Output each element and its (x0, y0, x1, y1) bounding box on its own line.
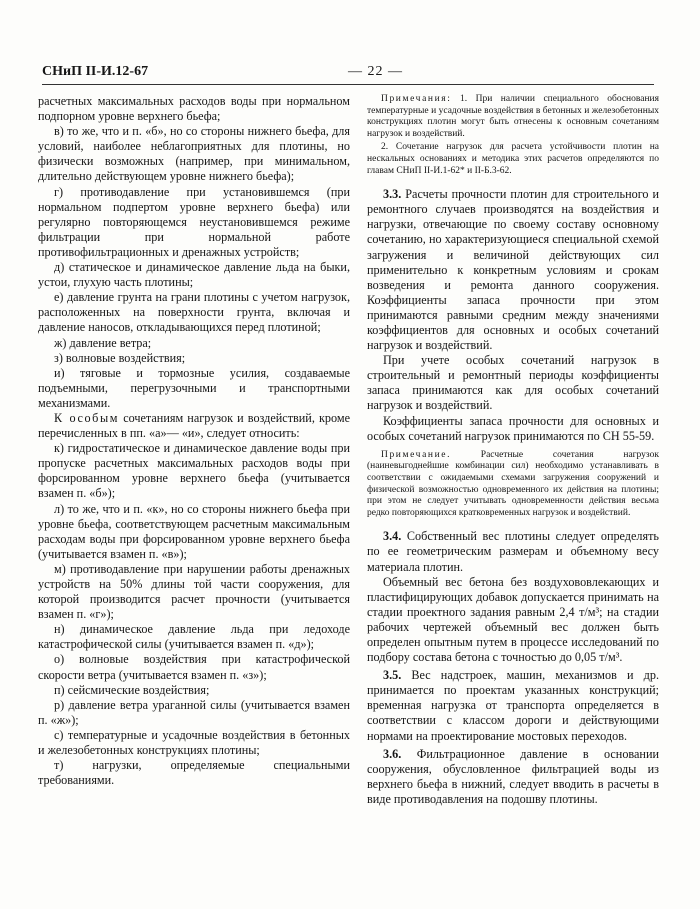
list-item-t: т) нагрузки, определяемые специальными требованиями. (38, 758, 350, 788)
list-item-i: и) тяговые и тормозные усилия, создаваемые подъемными, перегрузочными и транспортными механизмами. (38, 365, 350, 410)
note (367, 450, 659, 520)
list-item-e: е) давление грунта на грани плотины с учетом нагрузок, расположенных на поверхности грунта, включая и давление наносов, откладывающихся перед плотиной; (38, 290, 350, 335)
left-column (38, 94, 350, 788)
list-item-g: г) противодавление при установившемся (при нормальном подпертом уровне верхнего бьефа) или регулярно повторяющемся неустановившемся режиме фильтрации при нормальной работе противофильтрационных и дренажных устройств; (38, 184, 350, 259)
list-item-p: п) сейсмические воздействия; (54, 682, 210, 697)
note-text: Расчетные сочетания нагрузок (наиневыгоднейшие комбинации сил) необходимо устанавливать в соответствии с ожидаемыми схемами загружения сооружений и физической возможностью одновременного их действия на плотины; при этом не следует учитывать одновременности действия весьма редко повторяющихся кратковременных нагрузок и воздействий. (367, 449, 659, 518)
note-block (367, 450, 659, 520)
list-item-r: р) давление ветра ураганной силы (учитывается взамен п. «ж»); (38, 697, 350, 727)
paragraph: При учете особых сочетаний нагрузок в строительный и ремонтный периоды коэффициенты запаса принимаются как для особых сочетаний нагрузок и воздействий. (367, 353, 659, 413)
special-combinations-intro (38, 411, 350, 441)
notes-block (367, 94, 659, 177)
section-text: Вес надстроек, машин, механизмов и др. принимается по проектам указанных конструкций; временная нагрузка от транспорта определяется в соответствии с классом дороги и действующими нормами на проектирование мостовых переходов. (367, 668, 659, 743)
document-code: СНиП II-И.12-67 (42, 64, 149, 79)
note-1 (367, 94, 659, 140)
page-header (42, 62, 650, 84)
list-item-n: н) динамическое давление льда при ледоходе катастрофической силы (учитывается взамен п. «д»); (38, 622, 350, 652)
note-label: Примечание. (381, 449, 452, 460)
header-rule (42, 84, 654, 85)
section-text: Расчеты прочности плотин для строительного и ремонтного случаев производятся на воздействия и нагрузки, отвечающие по своему составу основному сочетанию, но характеризующиеся специальной схемой загружения и величиной действующих сил применительно к конкретным условиям и срокам возведения и ремонта данного сооружения. Коэффициенты запаса прочности при этом принимаются равными средним между значениями коэффициентов для основных и особых сочетаний нагрузок и воздействий. (367, 187, 659, 353)
list-item-v: в) то же, что и п. «б», но со стороны нижнего бьефа, для условий, наиболее неблагоприятных для плотины, но физически возможных (например, при минимальном, длительно действующем уровне нижнего бьефа); (38, 124, 350, 184)
list-item-s: с) температурные и усадочные воздействия в бетонных и железобетонных конструкциях плотины; (38, 727, 350, 758)
list-item-l: л) то же, что и п. «к», но со стороны нижнего бьефа при уровне бьефа, соответствующем расчетным максимальным расходам воды при форсированном уровне верхнего бьефа (учитывается взамен п. «в»); (38, 501, 350, 561)
section-3-5 (367, 668, 659, 743)
section-number: 3.6. (383, 746, 402, 761)
paragraph: Коэффициенты запаса прочности для основных и особых сочетаний нагрузок принимаются по СН 55-59. (367, 413, 659, 443)
paragraph: Объемный вес бетона без воздухововлекающих и пластифицирующих добавок допускается принимать на стадии проектного задания равным 2,4 т/м³; на стадии рабочих чертежей объемный вес должен быть определен опытным путем в процессе исследований по подбору состава бетона с точностью до 0,05 т/м³. (367, 574, 659, 665)
section-text: Собственный вес плотины следует определять по ее геометрическим размерам и объемному весу материала плотин. (367, 529, 659, 574)
section-number: 3.4. (383, 529, 402, 544)
note-1-text: 1. При наличии специального обоснования температурные и усадочные воздействия в бетонных и железобетонных конструкциях плотин могут быть отнесены к основным сочетаниям нагрузок и воздействий. (367, 94, 659, 139)
list-item-k: к) гидростатическое и динамическое давление воды при пропуске расчетных максимальных расходов воды при форсированном уровне верхнего бьефа (учитывается взамен п. «б»); (38, 441, 350, 501)
notes-label: Примечания: (381, 94, 452, 104)
section-text: Фильтрационное давление в основании сооружения, обусловленное фильтрацией воды из верхнего бьефа в нижний, следует вводить в расчеты в виде противодавления на подошву плотины. (367, 746, 659, 806)
section-number: 3.3. (383, 187, 402, 202)
list-item-z: з) волновые воздействия; (54, 350, 186, 365)
list-item-d: д) статическое и динамическое давление льда на быки, устои, глухую часть плотины; (38, 260, 350, 290)
section-3-6 (367, 747, 659, 807)
page-number: — 22 — (348, 64, 403, 79)
paragraph: расчетных максимальных расходов воды при нормальном подпорном уровне верхнего бьефа; (38, 94, 350, 124)
right-column (367, 94, 659, 807)
special-combinations-text: сочетаниям нагрузок и воздействий, кроме перечисленных в пп. «а»— «и», следует относить: (38, 410, 350, 441)
list-item-m: м) противодавление при нарушении работы дренажных устройств на 50% длины той части сооружения, для которой производится расчет прочности (учитывается взамен п. «г»); (38, 561, 350, 622)
list-item-zh: ж) давление ветра; (54, 335, 152, 350)
section-3-4 (367, 529, 659, 574)
list-item-o: о) волновые воздействия при катастрофической скорости ветра (учитывается взамен п. «з»); (38, 652, 350, 682)
section-3-3 (367, 187, 659, 353)
section-number: 3.5. (383, 668, 402, 683)
special-combinations-label: К особым (54, 410, 120, 425)
note-2: 2. Сочетание нагрузок для расчета устойчивости плотин на нескальных основаниях и методика этих расчетов определяются по главам СНиП II-И.1-62* и II-Б.3-62. (367, 142, 659, 176)
